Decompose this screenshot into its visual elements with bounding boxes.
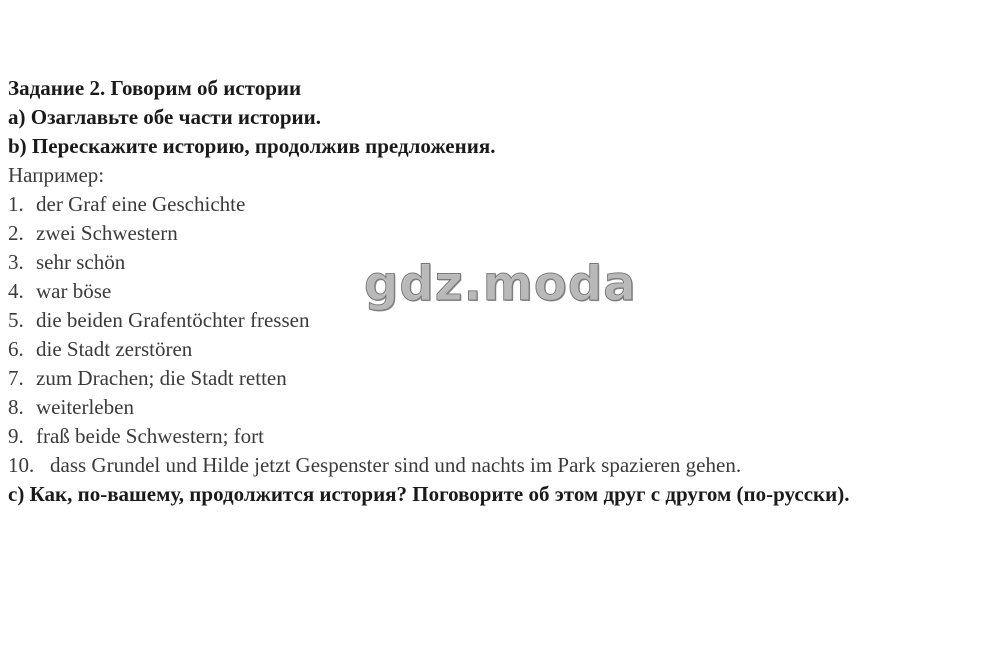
exercise-title: Задание 2. Говорим об истории: [8, 76, 302, 100]
list-item: [8, 364, 984, 393]
item-number: 8.: [8, 395, 24, 419]
instruction-b: b) Перескажите историю, продолжив предложения.: [8, 134, 496, 158]
item-text: sehr schön: [36, 250, 126, 274]
example-label: Например:: [8, 163, 105, 187]
item-number: 5.: [8, 308, 24, 332]
item-number: 2.: [8, 221, 24, 245]
item-text: weiterleben: [36, 395, 134, 419]
instruction-a: a) Озаглавьте обе части истории.: [8, 105, 322, 129]
item-number: 1.: [8, 192, 24, 216]
list-item: [8, 393, 984, 422]
item-number: 10.: [8, 453, 35, 477]
list-item: [8, 451, 984, 480]
item-text: zwei Schwestern: [36, 221, 178, 245]
item-text: die beiden Grafentöchter fressen: [36, 308, 310, 332]
item-number: 3.: [8, 250, 24, 274]
item-number: 9.: [8, 424, 24, 448]
item-text: war böse: [36, 279, 112, 303]
item-text: der Graf eine Geschichte: [36, 192, 246, 216]
site-watermark: gdz.moda: [364, 256, 637, 312]
list-item: [8, 335, 984, 364]
item-text: dass Grundel und Hilde jetzt Gespenster sind und nachts im Park spazieren gehen.: [50, 453, 742, 477]
item-number: 7.: [8, 366, 24, 390]
item-number: 4.: [8, 279, 24, 303]
item-text: zum Drachen; die Stadt retten: [36, 366, 287, 390]
item-text: die Stadt zerstören: [36, 337, 193, 361]
list-item: [8, 190, 984, 219]
item-text: fraß beide Schwestern; fort: [36, 424, 264, 448]
instruction-c: c) Как, по-вашему, продолжится история? Поговорите об этом друг с другом (по-русски).: [8, 482, 850, 506]
item-number: 6.: [8, 337, 24, 361]
list-item: [8, 422, 984, 451]
list-item: [8, 219, 984, 248]
